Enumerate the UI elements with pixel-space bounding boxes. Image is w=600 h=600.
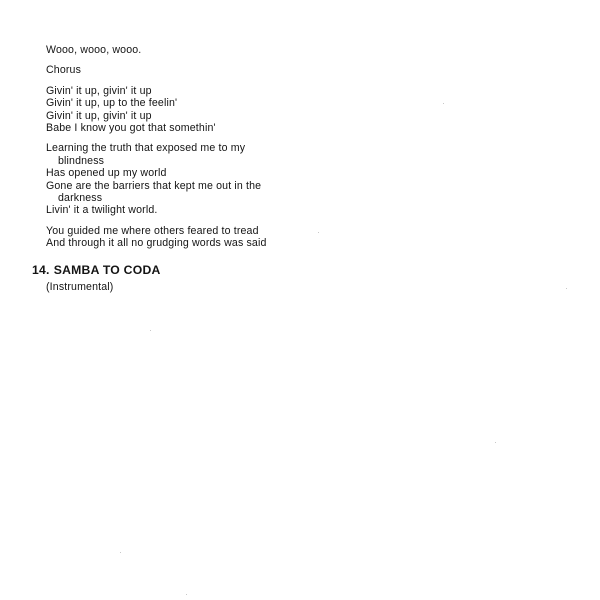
stanza-verse xyxy=(46,142,346,216)
lyric-line: Wooo, wooo, wooo. xyxy=(46,44,142,56)
stanza-chorus-label xyxy=(46,64,346,76)
lyric-line: Has opened up my world xyxy=(46,167,167,180)
lyric-line: Givin' it up, givin' it up xyxy=(46,109,152,122)
lyric-line: Gone are the barriers that kept me out in the xyxy=(46,179,262,192)
paper-speck xyxy=(566,288,567,289)
song-title: SAMBA TO CODA xyxy=(53,263,161,277)
lyric-line: And through it all no grudging words was said xyxy=(46,237,267,250)
paper-speck xyxy=(186,594,187,595)
lyric-line: You guided me where others feared to tread xyxy=(46,224,259,237)
song-entry xyxy=(32,263,332,293)
lyric-line-continuation: blindness xyxy=(58,154,105,167)
paper-speck xyxy=(150,330,151,331)
paper-speck xyxy=(495,442,496,443)
lyric-line: Livin' it a twilight world. xyxy=(46,204,158,217)
lyric-line: Givin' it up, up to the feelin' xyxy=(46,97,178,110)
paper-speck xyxy=(120,552,121,553)
paper-speck xyxy=(318,232,319,233)
lyric-line: Givin' it up, givin' it up xyxy=(46,84,152,97)
paper-speck xyxy=(443,103,444,104)
lyrics-block xyxy=(46,44,346,258)
stanza-closing xyxy=(46,225,346,250)
stanza-intro xyxy=(46,44,346,56)
song-heading xyxy=(32,263,332,277)
instrumental-note: (Instrumental) xyxy=(46,281,114,293)
chorus-label: Chorus xyxy=(46,64,82,77)
track-number: 14. xyxy=(32,263,50,277)
lyric-line: Babe I know you got that somethin' xyxy=(46,122,216,135)
stanza-chorus xyxy=(46,85,346,135)
lyric-line-continuation: darkness xyxy=(58,192,103,205)
lyric-line: Learning the truth that exposed me to my xyxy=(46,142,246,155)
